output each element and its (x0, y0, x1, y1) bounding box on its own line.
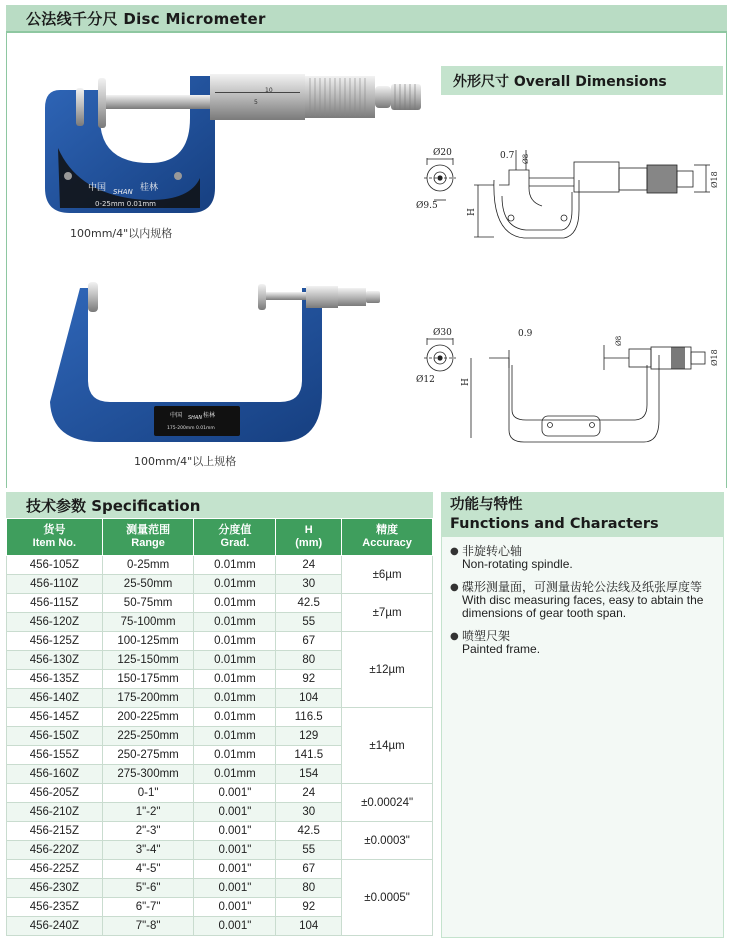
bullet-icon: ● (450, 546, 459, 557)
cell-range: 50-75mm (102, 594, 194, 613)
feature-item (450, 545, 715, 571)
cell-grad: 0.001" (194, 860, 276, 879)
sleeve-label-10: 10 (265, 87, 273, 94)
micrometer-photo-small (40, 68, 430, 218)
logo-en: SHAN (113, 188, 133, 196)
caption-large: 100mm/4"以上规格 (134, 455, 237, 468)
cell-grad: 0.01mm (194, 651, 276, 670)
specification-section (6, 492, 433, 938)
logo-cn2: 桂林 (140, 183, 159, 193)
logo-cn: 中国 (88, 183, 107, 193)
cell-h: 24 (276, 556, 342, 575)
bullet-icon: ● (450, 631, 459, 642)
cell-grad: 0.01mm (194, 613, 276, 632)
cell-h: 154 (276, 765, 342, 784)
cell-h: 67 (276, 860, 342, 879)
feature-cn: 喷塑尺架 (462, 629, 511, 643)
cell-item: 456-230Z (7, 879, 103, 898)
cell-range: 25-50mm (102, 575, 194, 594)
cell-h: 55 (276, 613, 342, 632)
cell-range: 125-150mm (102, 651, 194, 670)
cell-range: 4"-5" (102, 860, 194, 879)
cell-h: 42.5 (276, 822, 342, 841)
cell-item: 456-130Z (7, 651, 103, 670)
spec-header-text: 技术参数 Specification (26, 496, 201, 515)
table-row (7, 632, 433, 651)
cell-range: 75-100mm (102, 613, 194, 632)
cell-item: 456-150Z (7, 727, 103, 746)
feature-en: With disc measuring faces, easy to abtain the dimensions of gear tooth span. (462, 593, 704, 620)
dim2-t: 0.9 (518, 329, 533, 339)
cell-h: 55 (276, 841, 342, 860)
cell-accuracy: ±0.0003" (342, 822, 433, 860)
cell-h: 92 (276, 670, 342, 689)
cell-grad: 0.01mm (194, 746, 276, 765)
cell-accuracy: ±14µm (342, 708, 433, 784)
cell-accuracy: ±0.00024" (342, 784, 433, 822)
cell-grad: 0.001" (194, 879, 276, 898)
cell-range: 175-200mm (102, 689, 194, 708)
cell-range: 1"-2" (102, 803, 194, 822)
cell-h: 129 (276, 727, 342, 746)
cell-grad: 0.001" (194, 784, 276, 803)
cell-h: 104 (276, 917, 342, 936)
cell-grad: 0.01mm (194, 670, 276, 689)
feature-item (450, 630, 715, 656)
dim2-d1: Ø30 (433, 328, 452, 338)
dim1-t: 0.7 (500, 151, 515, 161)
page-title: 公法线千分尺 Disc Micrometer (26, 9, 266, 28)
spec-header (6, 492, 433, 518)
cell-range: 7"-8" (102, 917, 194, 936)
cell-range: 150-175mm (102, 670, 194, 689)
logo2-cn2: 桂林 (203, 412, 216, 419)
table-row (7, 860, 433, 879)
cell-grad: 0.01mm (194, 727, 276, 746)
cell-range: 100-125mm (102, 632, 194, 651)
dimension-drawing-small (414, 140, 724, 250)
cell-item: 456-140Z (7, 689, 103, 708)
cell-h: 92 (276, 898, 342, 917)
cell-item: 456-145Z (7, 708, 103, 727)
col-grad: 分度值 Grad. (194, 519, 276, 556)
cell-range: 2"-3" (102, 822, 194, 841)
features-header (442, 493, 723, 537)
cell-range: 5"-6" (102, 879, 194, 898)
cell-range: 225-250mm (102, 727, 194, 746)
cell-grad: 0.01mm (194, 556, 276, 575)
cell-item: 456-135Z (7, 670, 103, 689)
feature-cn: 非旋转心轴 (462, 544, 523, 558)
cell-range: 250-275mm (102, 746, 194, 765)
cell-grad: 0.001" (194, 822, 276, 841)
dim1-h: H (467, 208, 477, 216)
spec-table-header-row (7, 519, 433, 556)
table-row (7, 556, 433, 575)
dim1-d2: Ø9.5 (416, 201, 438, 211)
cell-h: 104 (276, 689, 342, 708)
cell-item: 456-120Z (7, 613, 103, 632)
sleeve-label-5: 5 (254, 99, 258, 106)
col-h: H (mm) (276, 519, 342, 556)
cell-h: 80 (276, 651, 342, 670)
cell-item: 456-125Z (7, 632, 103, 651)
title-bar (6, 5, 727, 33)
dimension-drawing-large (414, 320, 724, 450)
cell-grad: 0.01mm (194, 689, 276, 708)
cell-range: 6"-7" (102, 898, 194, 917)
cell-h: 116.5 (276, 708, 342, 727)
cell-h: 67 (276, 632, 342, 651)
caption-small: 100mm/4"以内规格 (70, 227, 173, 240)
cell-grad: 0.01mm (194, 765, 276, 784)
cell-range: 0-25mm (102, 556, 194, 575)
features-section (441, 492, 724, 938)
logo2-en: SHAN (188, 415, 203, 421)
cell-item: 456-235Z (7, 898, 103, 917)
table-row (7, 708, 433, 727)
cell-range: 0-1" (102, 784, 194, 803)
features-header-en: Functions and Characters (450, 516, 659, 532)
dim1-s: Ø8 (522, 153, 530, 164)
cell-h: 141.5 (276, 746, 342, 765)
dimensions-header (441, 66, 723, 95)
cell-item: 456-215Z (7, 822, 103, 841)
dim2-d2: Ø12 (416, 375, 435, 385)
spec-table (6, 518, 433, 936)
cell-grad: 0.001" (194, 803, 276, 822)
cell-h: 42.5 (276, 594, 342, 613)
table-row (7, 784, 433, 803)
micrometer-photo-large (40, 282, 390, 450)
cell-item: 456-105Z (7, 556, 103, 575)
cell-grad: 0.01mm (194, 708, 276, 727)
col-accuracy: 精度 Accuracy (342, 519, 433, 556)
cell-h: 30 (276, 803, 342, 822)
table-row (7, 822, 433, 841)
cell-item: 456-225Z (7, 860, 103, 879)
cell-item: 456-220Z (7, 841, 103, 860)
feature-en: Non-rotating spindle. (462, 557, 573, 571)
cell-h: 80 (276, 879, 342, 898)
dim1-r: Ø18 (710, 171, 719, 188)
col-range: 测量范围 Range (102, 519, 194, 556)
features-list (442, 537, 723, 656)
spec-table-body (7, 556, 433, 936)
cell-item: 456-240Z (7, 917, 103, 936)
cell-grad: 0.001" (194, 898, 276, 917)
cell-item: 456-205Z (7, 784, 103, 803)
photo1-range: 0-25mm 0.01mm (95, 200, 156, 208)
logo2-cn: 中国 (170, 412, 183, 419)
cell-item: 456-155Z (7, 746, 103, 765)
bullet-icon: ● (450, 582, 459, 593)
cell-accuracy: ±7µm (342, 594, 433, 632)
dim2-r: Ø18 (710, 349, 719, 366)
cell-item: 456-160Z (7, 765, 103, 784)
dimensions-header-text: 外形尺寸 Overall Dimensions (453, 73, 667, 90)
dim2-h: H (461, 378, 471, 386)
cell-grad: 0.01mm (194, 632, 276, 651)
features-header-cn: 功能与特性 (450, 497, 523, 513)
cell-grad: 0.001" (194, 917, 276, 936)
cell-accuracy: ±6µm (342, 556, 433, 594)
cell-grad: 0.001" (194, 841, 276, 860)
feature-item (450, 581, 715, 620)
cell-grad: 0.01mm (194, 594, 276, 613)
cell-accuracy: ±0.0005" (342, 860, 433, 936)
cell-h: 30 (276, 575, 342, 594)
feature-en: Painted frame. (462, 642, 541, 656)
cell-item: 456-110Z (7, 575, 103, 594)
cell-range: 200-225mm (102, 708, 194, 727)
photo2-range: 175-200mm 0.01mm (167, 426, 215, 431)
frame-border-left (6, 33, 7, 488)
cell-accuracy: ±12µm (342, 632, 433, 708)
cell-range: 275-300mm (102, 765, 194, 784)
cell-h: 24 (276, 784, 342, 803)
col-item: 货号 Item No. (7, 519, 103, 556)
table-row (7, 594, 433, 613)
frame-border-right (726, 33, 727, 488)
cell-grad: 0.01mm (194, 575, 276, 594)
cell-item: 456-210Z (7, 803, 103, 822)
feature-cn: 碟形测量面，可测量齿轮公法线及纸张厚度等 (462, 580, 703, 594)
cell-range: 3"-4" (102, 841, 194, 860)
cell-item: 456-115Z (7, 594, 103, 613)
dim2-s: Ø8 (615, 335, 623, 346)
dim1-d1: Ø20 (433, 148, 452, 158)
